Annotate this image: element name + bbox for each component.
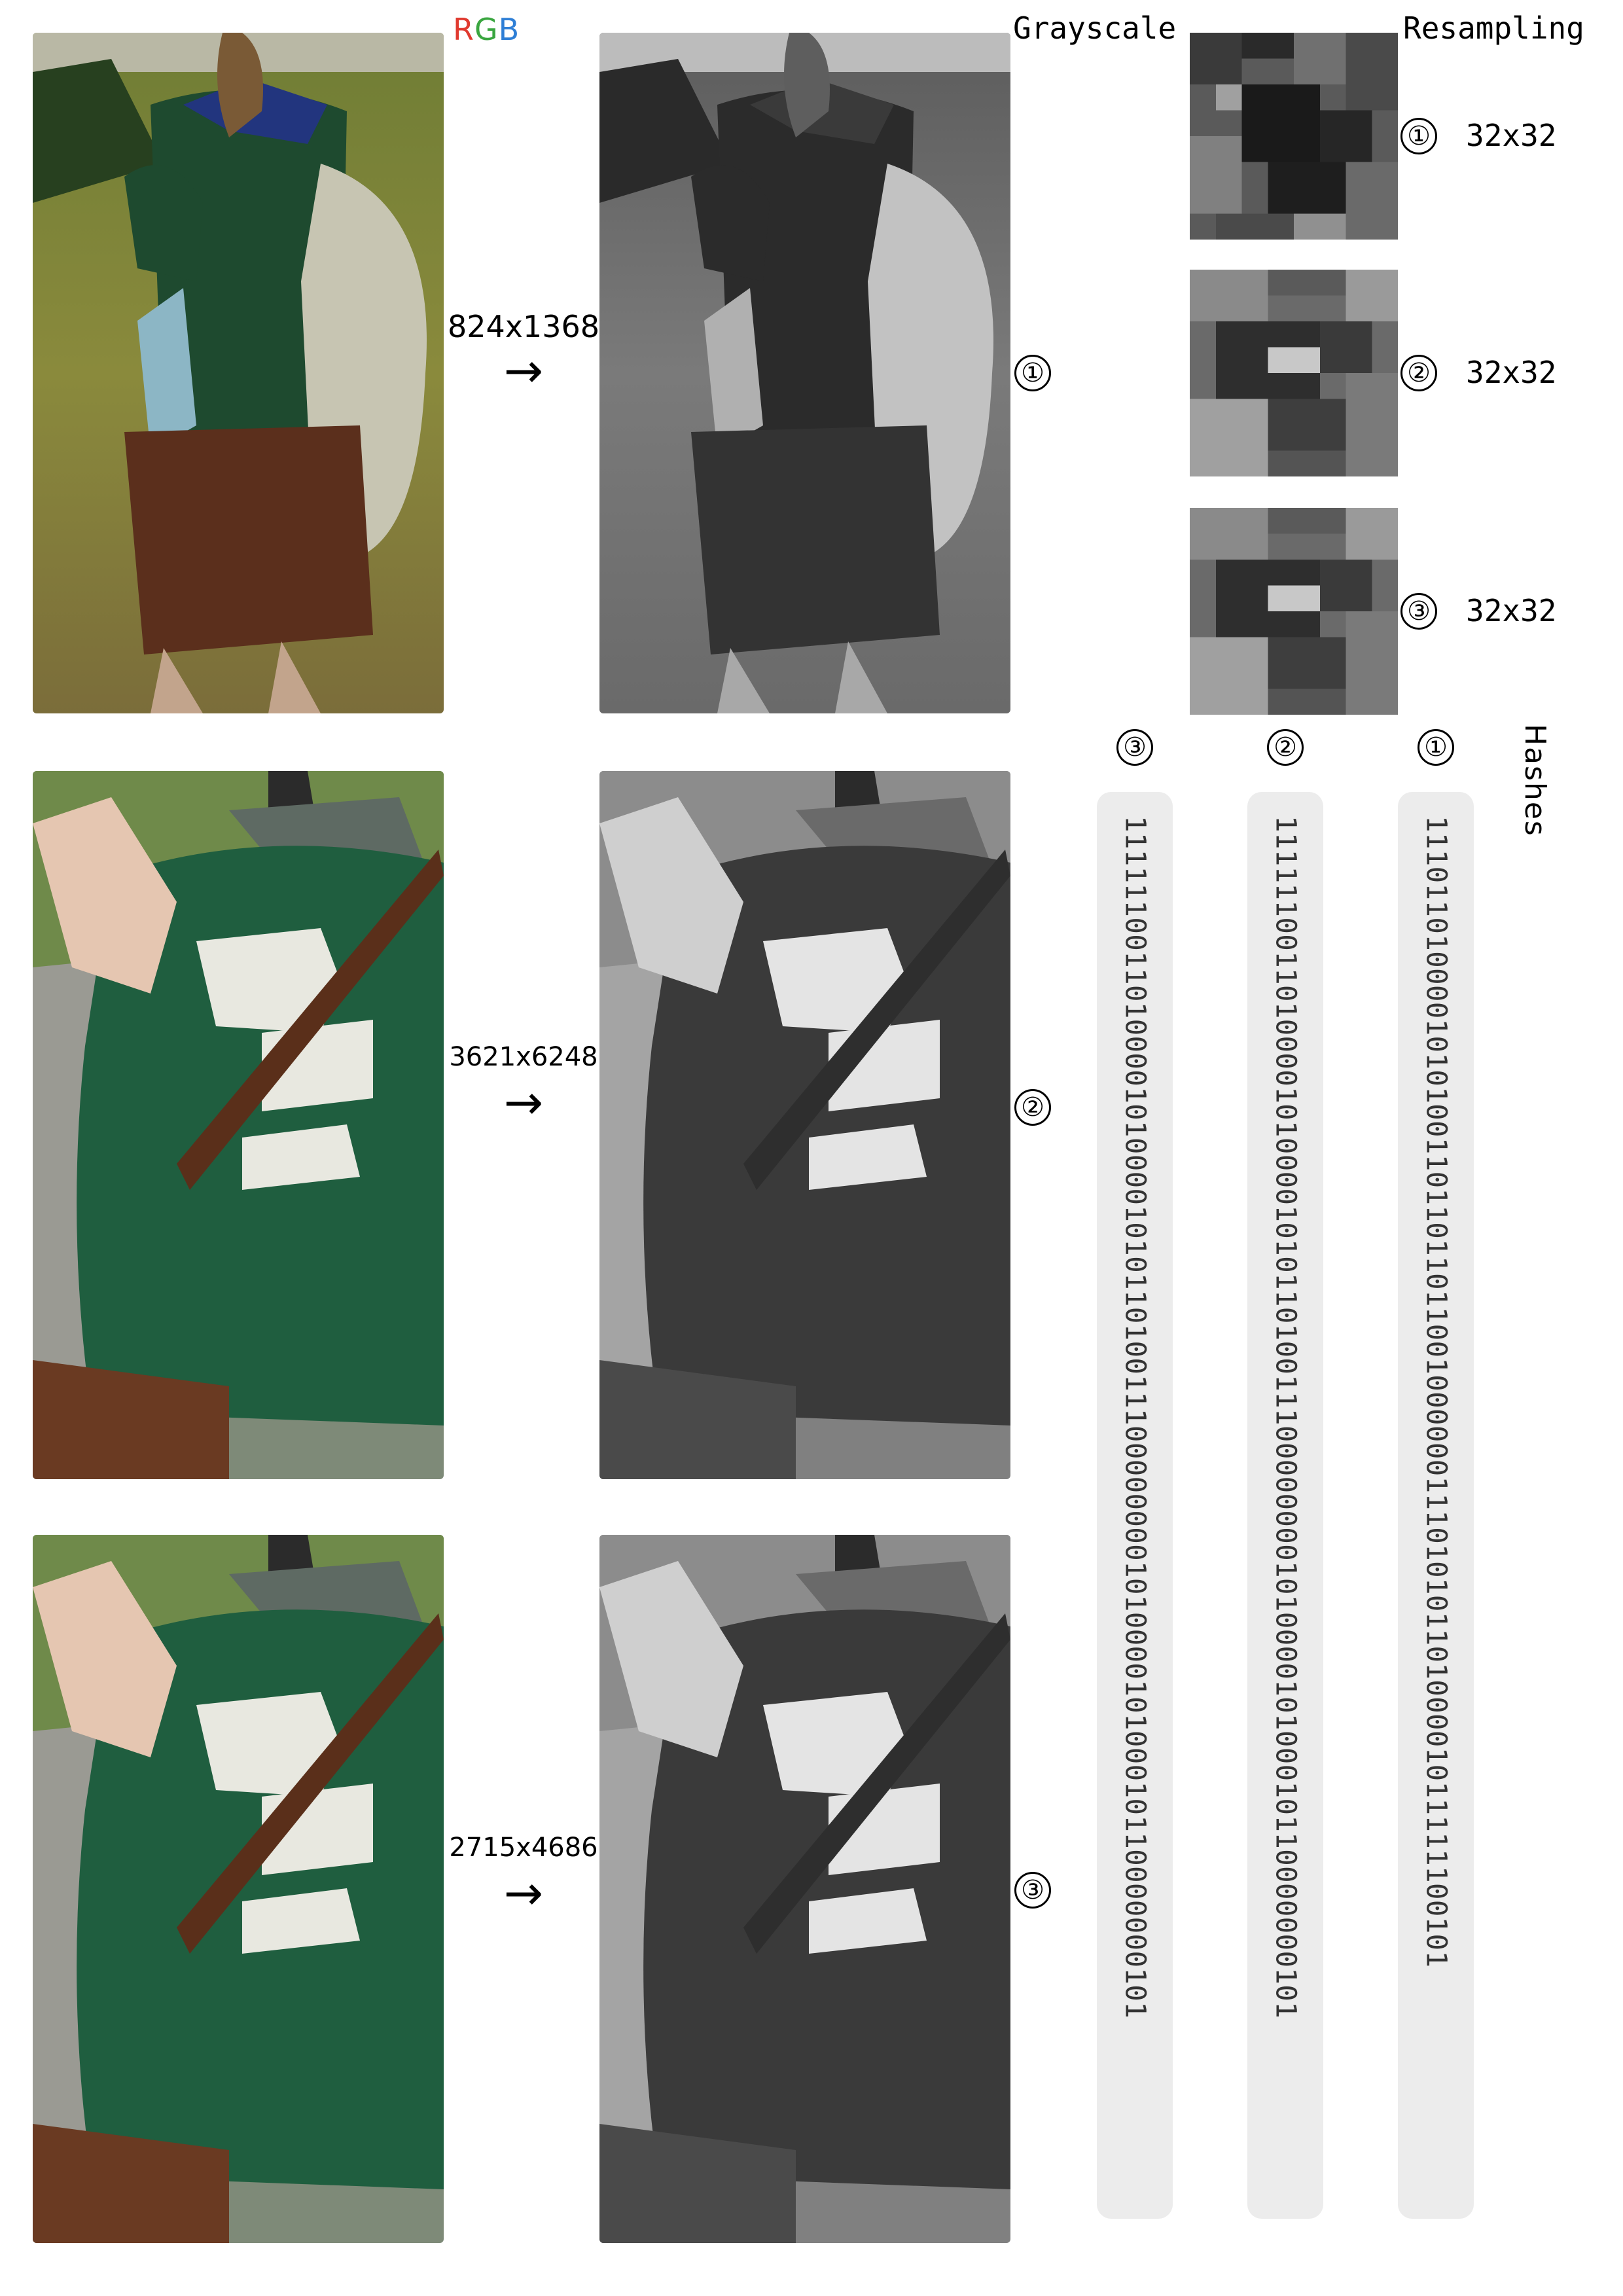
rgb-label [453, 12, 520, 47]
hash-pill-1 [1097, 792, 1173, 2219]
rgb-letter-b: B [498, 12, 520, 47]
hash-col-3-index-badge: ① [1418, 729, 1454, 766]
rgb-photo-3 [33, 1535, 444, 2243]
row-2-dimensions: 3621x6248 [449, 1042, 598, 1072]
row-3-arrow-icon: → [503, 1865, 544, 1920]
grayscale-label: Grayscale [1013, 10, 1177, 46]
row-2-index-badge: ② [1014, 1089, 1051, 1126]
resampled-3-index-badge: ③ [1400, 593, 1437, 630]
hash-pill-3 [1398, 792, 1474, 2219]
hashes-title: Hashes [1518, 724, 1552, 837]
resampled-3-size: 32x32 [1466, 593, 1557, 628]
hash-bits-3: 11101101000010101001101101101100100000011101010110100001011111100101 [1419, 816, 1452, 1968]
row-2-arrow-icon: → [503, 1075, 544, 1130]
row-1-index-badge: ① [1014, 355, 1051, 391]
gray-photo-1 [599, 33, 1010, 713]
rgb-letter-r: R [453, 12, 474, 47]
resampled-thumb-3 [1190, 508, 1398, 715]
resampled-2-index-badge: ② [1400, 355, 1437, 391]
rgb-photo-2 [33, 771, 444, 1479]
row-1-dimensions: 824x1368 [447, 309, 600, 344]
gray-photo-2 [599, 771, 1010, 1479]
hash-bits-1: 11111100110100001010000101011010011100000000101000010100010110000000101 [1118, 816, 1151, 2018]
resampled-2-size: 32x32 [1466, 355, 1557, 390]
row-3-index-badge: ③ [1014, 1872, 1051, 1909]
resampled-thumb-2 [1190, 270, 1398, 476]
resampled-1-size: 32x32 [1466, 118, 1557, 153]
gray-photo-3 [599, 1535, 1010, 2243]
row-3-dimensions: 2715x4686 [449, 1833, 598, 1863]
resampling-label: Resampling [1403, 10, 1584, 46]
rgb-letter-g: G [474, 12, 499, 47]
resampled-thumb-1 [1190, 33, 1398, 240]
hash-bits-2: 11111100110100001010000101011010011100000000101000010100010110000000101 [1269, 816, 1302, 2018]
hash-col-1-index-badge: ③ [1116, 729, 1153, 766]
hash-pill-2 [1247, 792, 1323, 2219]
resampled-1-index-badge: ① [1400, 118, 1437, 154]
hash-col-2-index-badge: ② [1267, 729, 1304, 766]
row-1-arrow-icon: → [503, 343, 544, 398]
rgb-photo-1 [33, 33, 444, 713]
